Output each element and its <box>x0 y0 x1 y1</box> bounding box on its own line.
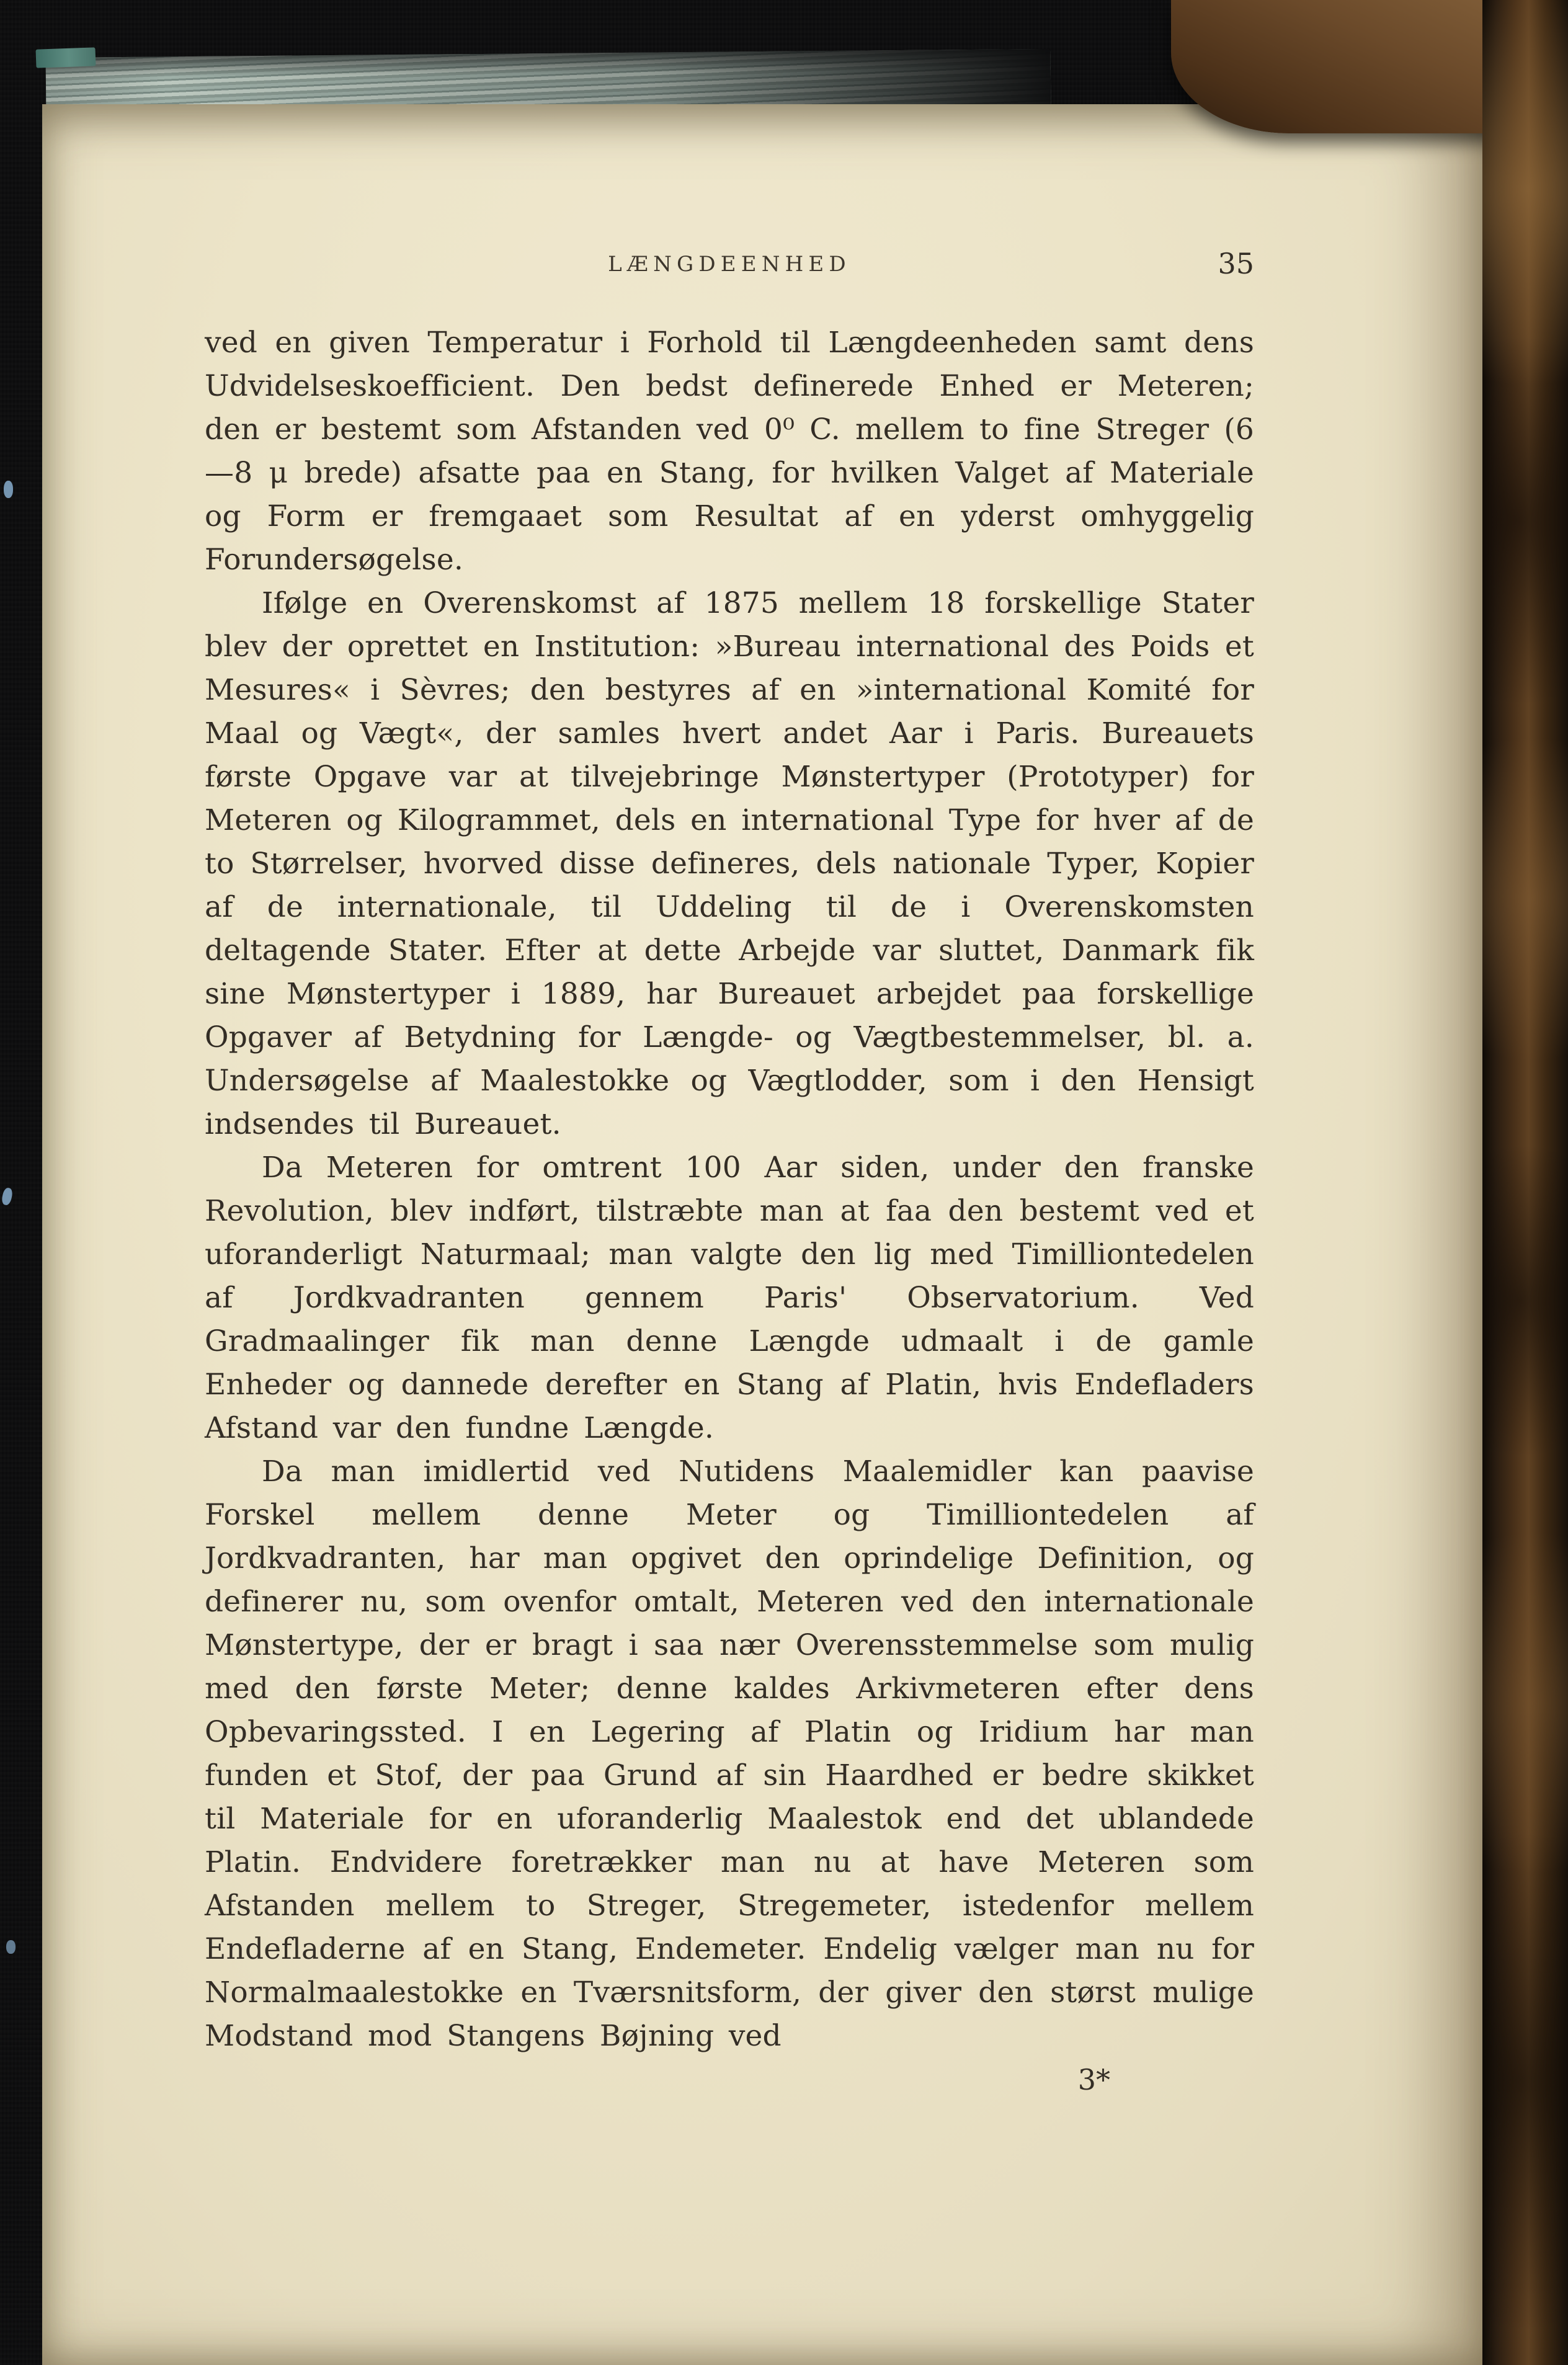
book-page <box>42 104 1484 2365</box>
chapter-running-title: LÆNGDEENHED <box>608 252 851 277</box>
paragraph-1: ved en given Temperatur i Forhold til Længdeenheden samt dens Udvidelseskoefficient. Den bedst definerede Enhed er Meteren; den er bestemt som Afstanden ved 0⁰ C. mellem to fine Streger (6—8 μ brede) afsatte paa en Stang, for hvilken Valget af Materiale og Form er fremgaaet som Resultat af en yderst omhyggelig Forundersøgelse. <box>205 326 1254 577</box>
scan-artifact <box>1 1187 13 1206</box>
scan-artifact <box>4 481 13 498</box>
signature-mark: 3* <box>1077 2063 1110 2096</box>
paragraph-2: Ifølge en Overenskomst af 1875 mellem 18 forskellige Stater blev der oprettet en Institution: »Bureau international des Poids et Mesures« i Sèvres; den bestyres af en »international Komité for Maal og Vægt«, der samles hvert andet Aar i Paris. Bureauets første Opgave var at tilvejebringe Mønstertyper (Prototyper) for Meteren og Kilogrammet, dels en international Type for hver af de to Størrelser, hvorved disse defineres, dels nationale Typer, Kopier af de internationale, til Uddeling til de i Overenskomsten deltagende Stater. Efter at dette Arbejde var sluttet, Danmark fik sine Mønstertyper i 1889, har Bureauet arbejdet paa forskellige Opgaver af Betydning for Længde- og Vægtbestemmelser, bl. a. Undersøgelse af Maalestokke og Vægtlodder, som i den Hensigt indsendes til Bureauet. <box>205 586 1254 1141</box>
book-spine-binding <box>1482 0 1568 2365</box>
running-header <box>205 247 1254 280</box>
page-content <box>205 247 1254 2101</box>
page-number: 35 <box>1218 247 1254 280</box>
paragraph-4: Da man imidlertid ved Nutidens Maalemidler kan paavise Forskel mellem denne Meter og Timilliontedelen af Jordkvadranten, har man opgivet den oprindelige Definition, og definerer nu, som ovenfor omtalt, Meteren ved den internationale Mønstertype, der er bragt i saa nær Overensstemmelse som mulig med den første Meter; denne kaldes Arkivmeteren efter dens Opbevaringssted. I en Legering af Platin og Iridium har man funden et Stof, der paa Grund af sin Haardhed er bedre skikket til Materiale for en uforanderlig Maalestok end det ublandede Platin. Endvidere foretrækker man nu at have Meteren som Afstanden mellem to Streger, Stregemeter, istedenfor mellem Endefladerne af en Stang, Endemeter. Endelig vælger man nu for Normalmaalestokke en Tværsnitsform, der giver den størst mulige Modstand mod Stangens Bøjning ved <box>205 1454 1254 2053</box>
paragraph-3: Da Meteren for omtrent 100 Aar siden, under den franske Revolution, blev indført, tilstræbte man at faa den bestemt ved et uforanderligt Naturmaal; man valgte den lig med Timilliontedelen af Jordkvadranten gennem Paris' Observatorium. Ved Gradmaalinger fik man denne Længde udmaalt i de gamle Enheder og dannede derefter en Stang af Platin, hvis Endefladers Afstand var den fundne Længde. <box>205 1151 1254 1445</box>
page-edge-tint <box>36 47 96 68</box>
body-text <box>205 321 1254 2101</box>
scan-artifact <box>6 1940 16 1954</box>
